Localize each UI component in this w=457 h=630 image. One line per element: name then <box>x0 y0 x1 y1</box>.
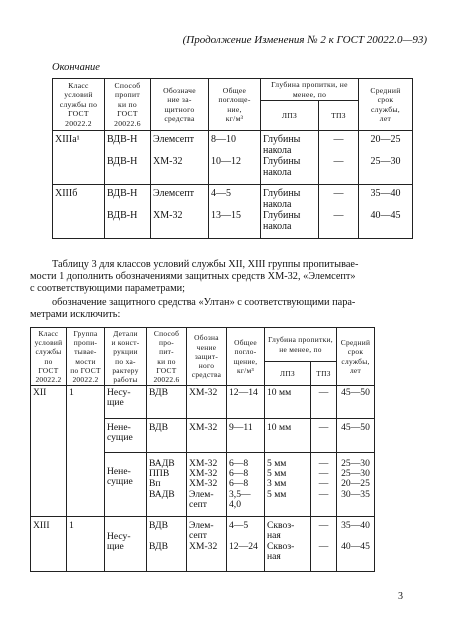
t1-cell: ВДВ-Н <box>105 185 151 211</box>
table-row <box>53 210 413 239</box>
t1-cell: Глубины накола <box>261 185 319 211</box>
t2-cell: Элем- септ ХМ-32 <box>187 517 227 572</box>
t1-cell: 13—15 <box>209 210 261 239</box>
t1-cell: ХМ-32 <box>151 210 209 239</box>
t1-cell <box>53 210 105 239</box>
t2-header-klass: Класс условий службы по ГОСТ 20022.2 <box>31 328 67 386</box>
t1-cell: Элемсепт <box>151 185 209 211</box>
t2-cell: ХМ-32 ХМ-32 ХМ-32 Элем- септ <box>187 452 227 517</box>
t2-header-gruppa: Группа пропи- тывае- мости по ГОСТ 20022.2 <box>67 328 105 386</box>
t1-cell: — <box>319 156 359 185</box>
t2-cell: Несу- щие <box>105 517 147 572</box>
t1-cell: — <box>319 131 359 157</box>
t1-klass: XIIIб <box>53 185 105 211</box>
table-1 <box>52 78 413 239</box>
t1-header-pogl: Общее поглоще- ние, кг/м³ <box>209 79 261 131</box>
t1-cell: ХМ-32 <box>151 156 209 185</box>
t2-cell: ВДВ <box>147 418 187 452</box>
t2-cell: — — <box>311 517 337 572</box>
t1-cell: 10—12 <box>209 156 261 185</box>
t2-cell: 6—8 6—8 6—8 3,5—4,0 <box>227 452 265 517</box>
t2-cell: ХМ-32 <box>187 386 227 419</box>
t2-cell: 25—30 25—30 20—25 30—35 <box>337 452 375 517</box>
t2-klass: XII <box>31 386 67 419</box>
t2-klass: XIII <box>31 517 67 572</box>
t2-cell: — <box>311 386 337 419</box>
t1-cell: 4—5 <box>209 185 261 211</box>
t2-header-oboznach: Обозна чение защит- ного средства <box>187 328 227 386</box>
t1-cell: ВДВ-Н <box>105 156 151 185</box>
table-row <box>53 131 413 157</box>
t1-cell: 35—40 <box>359 185 413 211</box>
table-row <box>31 386 375 419</box>
t1-cell: 25—30 <box>359 156 413 185</box>
okonchanie-label: Окончание <box>52 62 100 73</box>
t1-cell: 40—45 <box>359 210 413 239</box>
t2-klass <box>31 452 67 517</box>
t1-cell: Элемсепт <box>151 131 209 157</box>
t2-cell: Несу- щие <box>105 386 147 419</box>
t1-cell: Глубины накола <box>261 210 319 239</box>
table-3 <box>30 327 375 572</box>
table-row <box>53 185 413 211</box>
t2-cell: 45—50 <box>337 386 375 419</box>
t2-header-glub: Глубина пропитки, не менее, по <box>265 328 337 362</box>
t2-gruppa: 1 <box>67 386 105 419</box>
table-row <box>31 418 375 452</box>
t1-header-klass: Класс условий службы по ГОСТ 20022.2 <box>53 79 105 131</box>
t1-cell: ВДВ-Н <box>105 131 151 157</box>
table-row <box>31 452 375 517</box>
t2-cell: ВДВ <box>147 386 187 419</box>
t2-header-sposob: Способ про- пит- ки по ГОСТ 20022.6 <box>147 328 187 386</box>
t1-cell: — <box>319 185 359 211</box>
t2-gruppa <box>67 452 105 517</box>
t1-header-oboznach: Обозначе ние за- щитного средства <box>151 79 209 131</box>
paragraph-1: Таблицу 3 для классов условий службы XII, XIII группы пропитывае- мости 1 дополнить обозначениями защитных средств ХМ-32, «Элемсепт» с соответствующими параметрами; <box>30 259 359 294</box>
t2-cell: 45—50 <box>337 418 375 452</box>
t1-cell: Глубины накола <box>261 131 319 157</box>
table-row <box>53 156 413 185</box>
t1-header-sposob: Способ пропит ки по ГОСТ 20022.6 <box>105 79 151 131</box>
t1-header-srok: Средний срок службы, лет <box>359 79 413 131</box>
t2-cell: ВДВ ВДВ <box>147 517 187 572</box>
t2-cell: 9—11 <box>227 418 265 452</box>
t1-cell: 20—25 <box>359 131 413 157</box>
t1-klass: XIIIа¹ <box>53 131 105 157</box>
t1-header-lpz: ЛПЗ <box>261 101 319 131</box>
t2-cell: 12—14 <box>227 386 265 419</box>
t2-header-srok: Средний срок службы, лет <box>337 328 375 386</box>
t2-cell: ВАДВ ППВ Вп ВАДВ <box>147 452 187 517</box>
t2-cell: ХМ-32 <box>187 418 227 452</box>
t1-header-glub: Глубина пропитки, не менее, по <box>261 79 359 101</box>
t2-cell: 5 мм 5 мм 3 мм 5 мм <box>265 452 311 517</box>
t2-cell: 10 мм <box>265 418 311 452</box>
t2-cell: — <box>311 418 337 452</box>
t2-cell: Нене- сущие <box>105 452 147 517</box>
t1-cell: 8—10 <box>209 131 261 157</box>
table-row <box>31 517 375 572</box>
t2-header-pogl: Общее погло- щение, кг/м³ <box>227 328 265 386</box>
t1-cell: ВДВ-Н <box>105 210 151 239</box>
t2-klass <box>31 418 67 452</box>
t2-cell: 10 мм <box>265 386 311 419</box>
t1-cell: Глубины накола <box>261 156 319 185</box>
page-number: 3 <box>398 591 403 602</box>
t2-cell: 35—40 40—45 <box>337 517 375 572</box>
t1-cell: — <box>319 210 359 239</box>
t2-gruppa: 1 <box>67 517 105 572</box>
t2-gruppa <box>67 418 105 452</box>
page-header: (Продолжение Изменения № 2 к ГОСТ 20022.0—93) <box>182 34 427 46</box>
t2-cell: 4—5 12—24 <box>227 517 265 572</box>
t2-cell: Нене- сущие <box>105 418 147 452</box>
t2-cell: Сквоз- ная Сквоз- ная <box>265 517 311 572</box>
t1-cell <box>53 156 105 185</box>
t2-header-tpz: ТПЗ <box>311 362 337 386</box>
t2-cell: — — — — <box>311 452 337 517</box>
t2-header-detali: Детали и конст- рукции по ха- рактеру работы <box>105 328 147 386</box>
t2-header-lpz: ЛПЗ <box>265 362 311 386</box>
paragraph-2: обозначение защитного средства «Ултан» с соответствующими пара- метрами исключить: <box>30 297 356 320</box>
t1-header-tpz: ТПЗ <box>319 101 359 131</box>
